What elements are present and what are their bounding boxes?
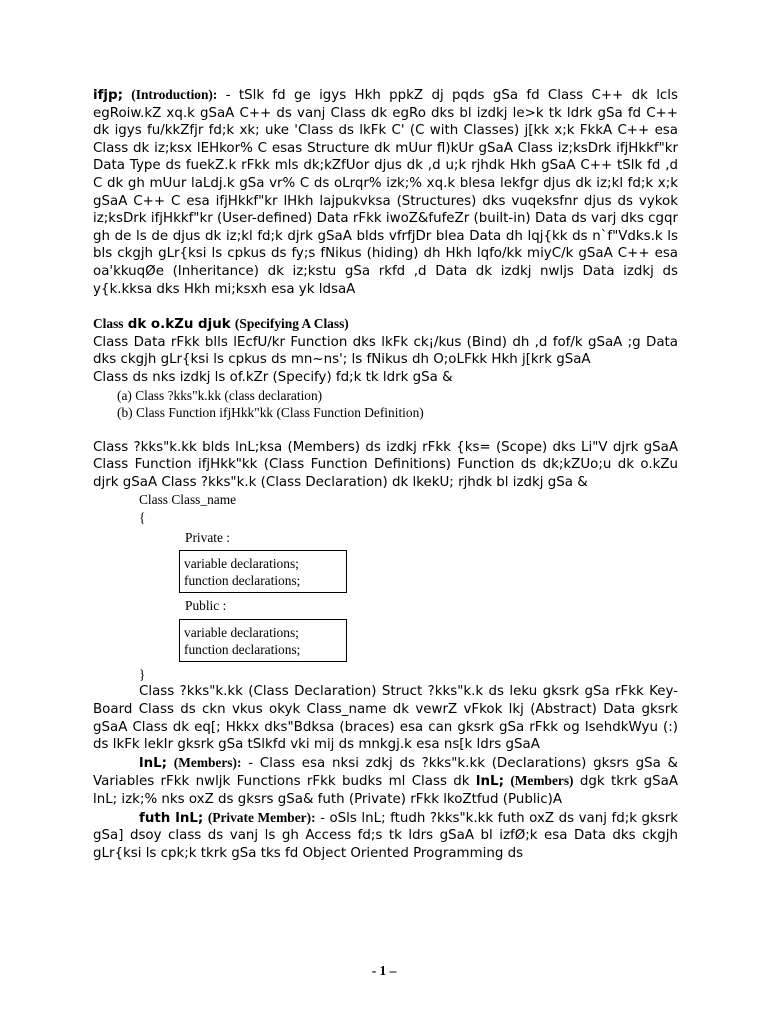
list-item: (b) Class Function ifjHkk"kk (Class Function Definition) (117, 405, 424, 421)
members-heading: lnL; (139, 755, 168, 771)
specifying-paragraph-1: Class Data rFkk blls lEcfU/kr Function dks lkFk ck¡/kus (Bind) dh ,d fof/k gSaA ;g Data dks ckgjh gLr{ksi ls cpkus ds mn~ns'; ls fNikus dh O;oLFkk Hkh j[krk gSaA (93, 334, 678, 368)
specifying-paragraph-3: Class ?kks"k.kk blds lnL;ksa (Members) ds izdkj rFkk {ks= (Scope) dks Li"V djrk gSaA Class Function ifjHkk"kk (Class Function Definitions) Function ds dk;kZUo;u dk o.kZu djrk gSaA Class ?kks"k.k (Class Declaration) dk lkekU; rjhdk bl izdkj gSa & (93, 439, 678, 490)
introduction-heading: ifjp; (93, 88, 123, 103)
members-inline-heading-en: (Members) (510, 773, 574, 789)
code-brace-open: { (139, 510, 146, 526)
section-heading-specifying (93, 315, 678, 334)
page-number: - 1 – (371, 963, 397, 978)
introduction-paragraph (93, 86, 678, 298)
box-line: variable declarations; (184, 624, 299, 640)
private-member-heading-en: (Private Member): (207, 809, 316, 825)
list-item: (a) Class ?kks"k.kk (class declaration) (117, 387, 323, 403)
private-declarations-box (179, 550, 347, 593)
document-page (93, 86, 678, 862)
code-private-label: Private : (185, 529, 230, 545)
code-public-label: Public : (185, 598, 227, 614)
declaration-paragraph: Class ?kks"k.kk (Class Declaration) Struct ?kks"k.k ds leku gksrk gSa rFkk Key-Board Class ds ckn vkus okyk Class_name dk vewrZ vFkok lkj (Abstract) Data gksrk gSaA Class dk eq[; Hkkx dks"Bdksa (braces) esa can gksrk gSa rFkk og lsehdkWyu (:) ds lkFk lekIr gksrk gSa tSlkfd vki mij ds mnkgj.k esa ns[k ldrs gSaA (93, 684, 678, 753)
private-member-paragraph (93, 809, 678, 863)
private-member-body: - oSls lnL; ftudh ?kks"k.kk futh oxZ ds vanj fd;k gksrk gSa] dsoy class ds vanj ls gh Access fd;s tk ldrs gSaA bl izfØ;k esa Data dks ckgjh gLr{ksi ls cpk;k tkrk gSa tks fd Object Oriented Programming ds (93, 810, 679, 861)
code-brace-close: } (139, 666, 146, 682)
members-heading-en: (Members): (173, 754, 242, 770)
specifying-paragraph-2: Class ds nks izdkj ls of.kZr (Specify) fd;k tk ldrk gSa & (93, 369, 453, 385)
box-line: function declarations; (184, 641, 301, 657)
members-tail: dgk tkrk gSaA lnL; izk;% nks oxZ ds gksrs gSa& futh (Private) rFkk lkoZtfud (Public)A (93, 774, 678, 807)
members-inline-heading: lnL; (475, 774, 504, 790)
heading-part-english: (Specifying A Class) (234, 316, 349, 332)
members-body: - Class esa nksi zdkj ds ?kks"k.kk (Declarations) gksrs gSa & Variables rFkk nwljk Functions rFkk budks ml Class dk (93, 755, 678, 790)
private-member-heading: futh lnL; (139, 810, 204, 826)
box-line: function declarations; (184, 573, 301, 589)
box-line: variable declarations; (184, 556, 299, 572)
code-class-line: Class Class_name (139, 492, 237, 508)
heading-part-hindi: dk o.kZu djuk (127, 317, 231, 333)
introduction-heading-en: (Introduction): (131, 87, 218, 102)
public-declarations-box (179, 619, 347, 662)
code-block (93, 491, 678, 683)
introduction-body: - tSlk fd ge igys Hkh ppkZ dj pqds gSa fd Class C++ dk lcls egRoiw.kZ xq.k gSaA C++ ds vanj Class dk egRo dks bl izdkj le>k tk ldrk gSa fd C++ dk igys fu/kkZfjr fd;k xk; uke 'Class ds lkFk C' (C with Classes) j[kk x;k FkkA C++ esa Class dk iz;ksx lEHkor% C esas Structure dk mUur fl)kUr gSaA Class iz;ksDrk ifjHkkf"kr Data Type ds fuekZ.k rFkk mls dk;kZfUor djus dk ,d u;k rjhdk Hkh gSaA C++ tSlk fd ,d C dk gh mUur laLdj.k gSa vr% C ds oLrqr% izk;% xq.k blesa lekfgr djus dk iz;kl fd;k x;k gSaA C++ C esa ifjHkkf"kr lHkh lajpukvksa (Structures) dks vuqeksfnr djus ds vykok iz;ksDrk ifjHkkf"kr (User-defined) Data rFkk iwoZ&fufeZr (built-in) Data ds varj dks cgqr gh de ls de djus dk iz;kl fd;k djrk gSaA blds vfrfjDr blea Data dh lqj{kk ds n`f"Vdks.k ls bls ckgjh gLr{ksi ls cpkus ds fy;s fNikus (hiding) dh Hkh lqfo/kk miyC/k gSaA C++ esa oa'kkuqØe (Inheritance) dk iz;kstu gSa rkfd ,d Data dk izdkj nwljs Data izdkj ds y{k.kksa dks Hkh mi;ksxh esa yk ldsaA (93, 88, 678, 297)
members-paragraph (93, 754, 678, 809)
heading-part-class: Class (93, 316, 124, 332)
specify-list (117, 387, 678, 422)
